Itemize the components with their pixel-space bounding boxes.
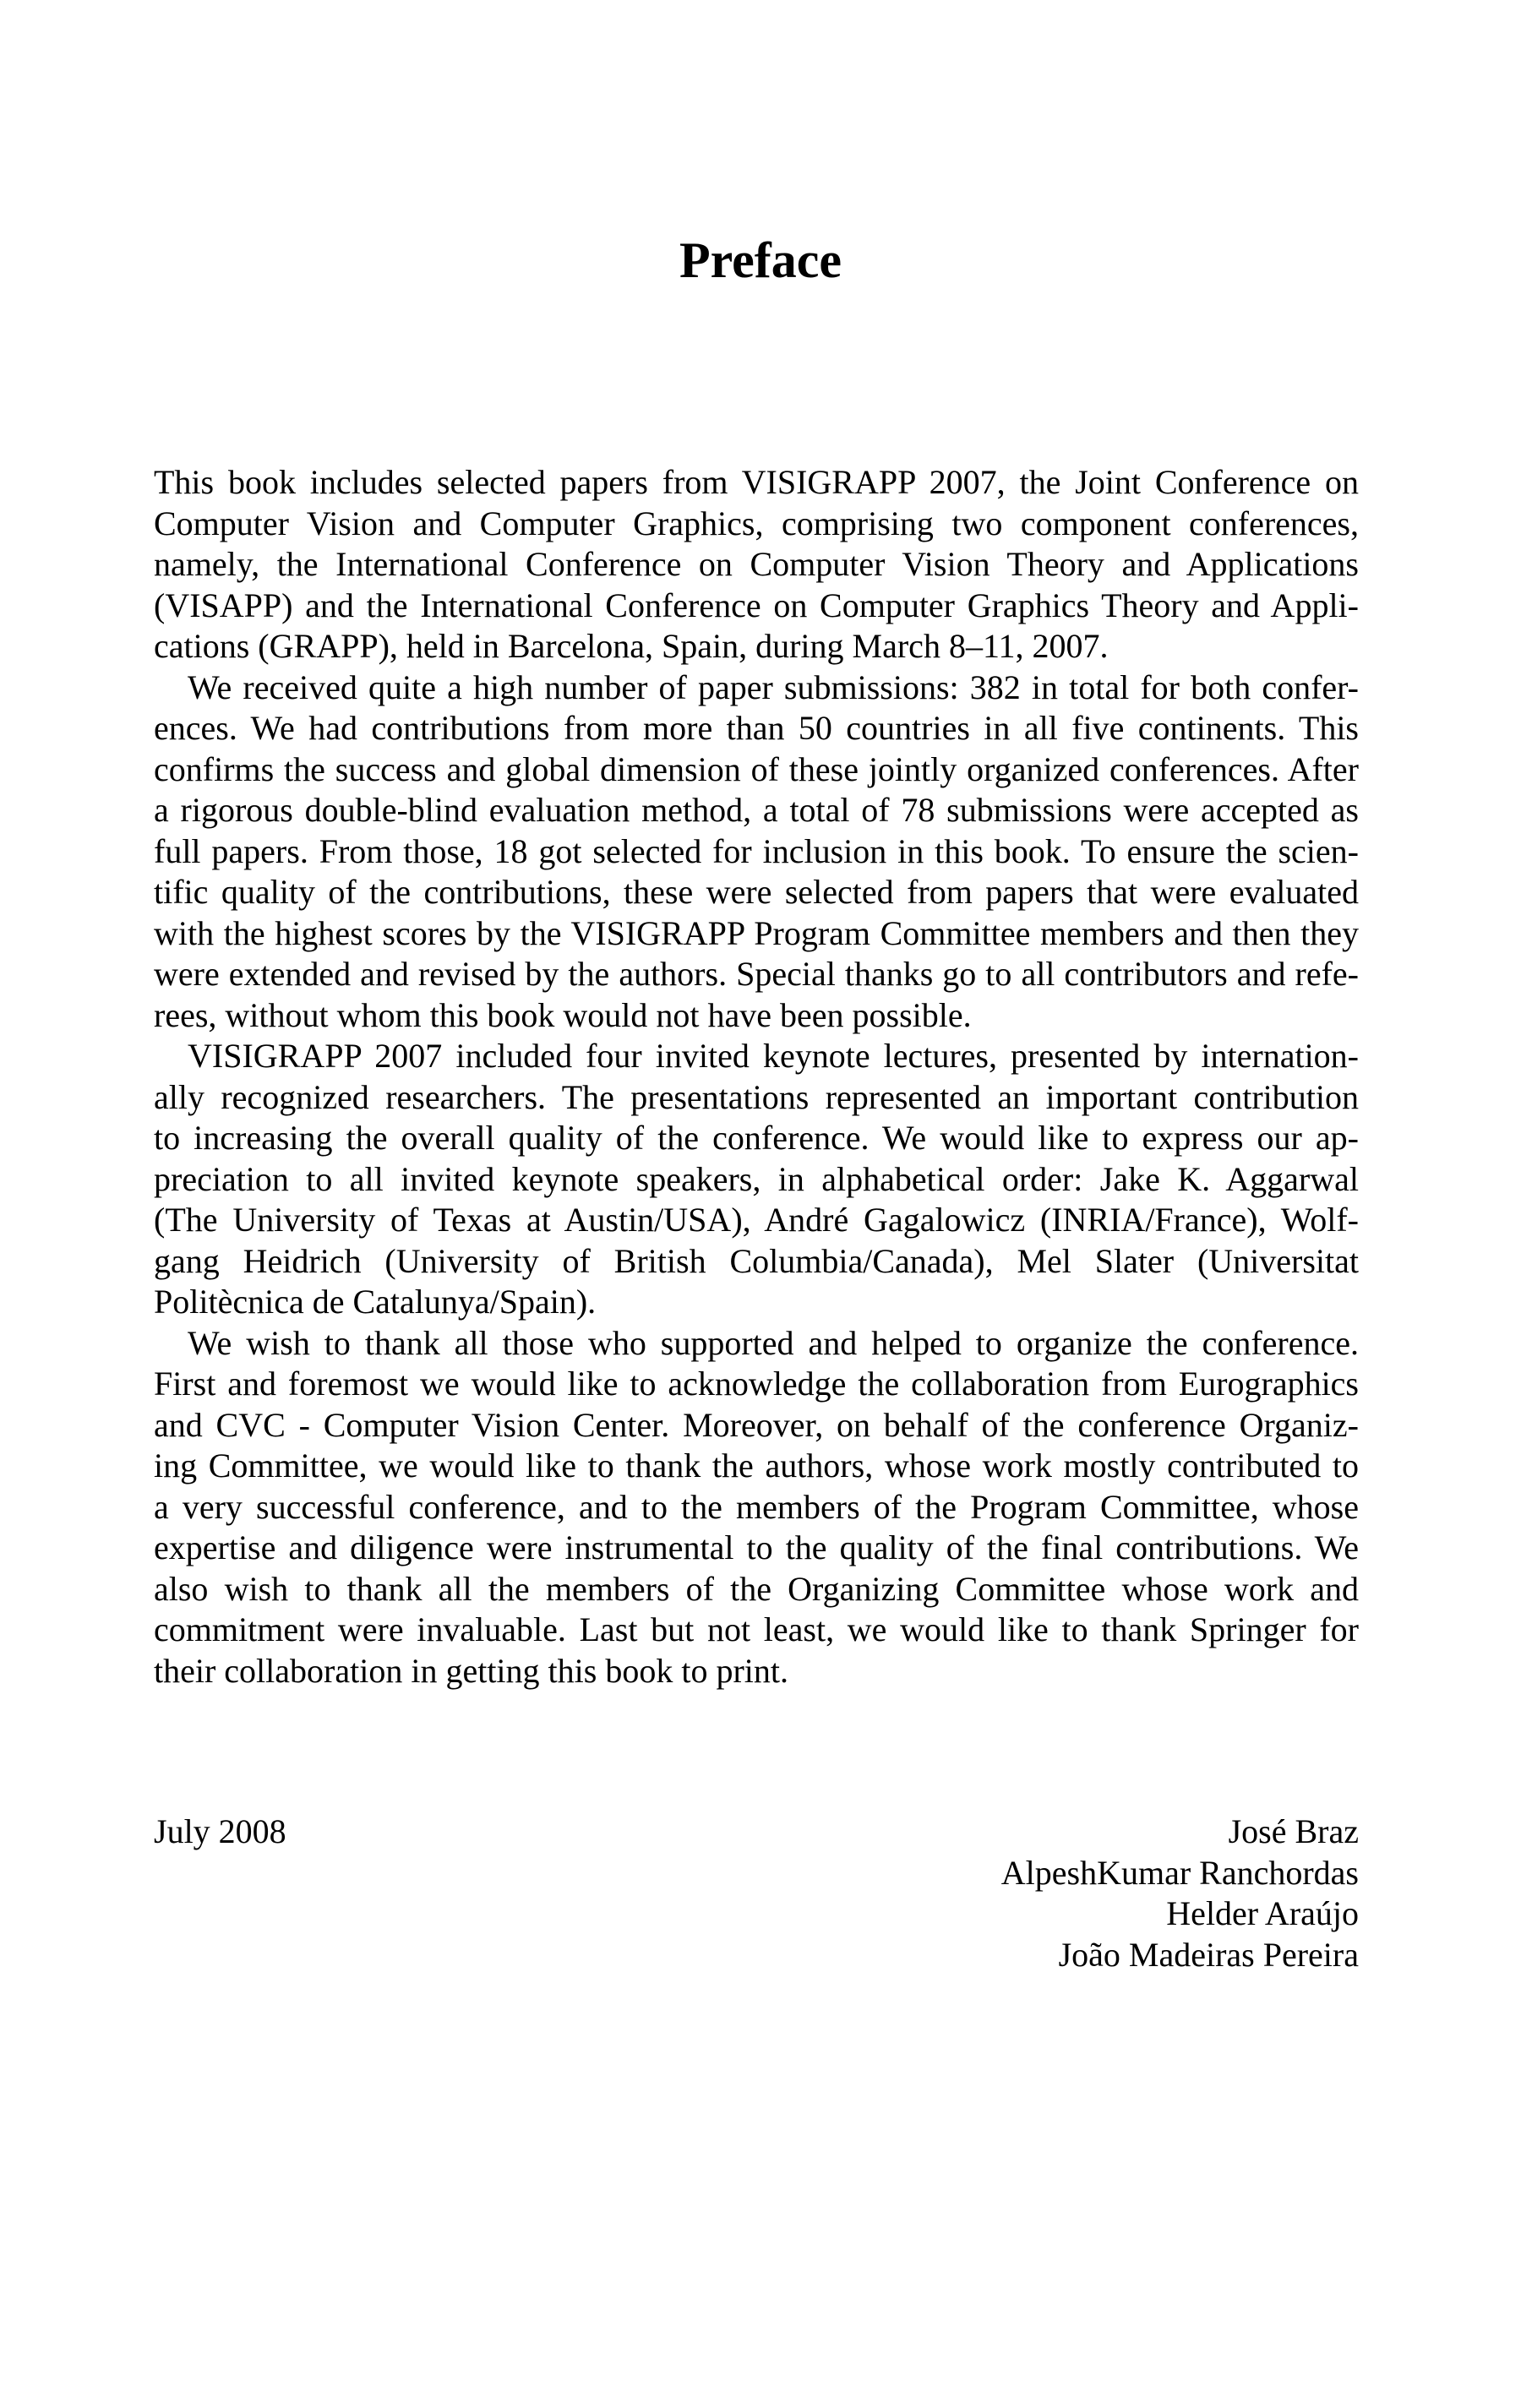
page-title: Preface	[679, 232, 842, 288]
text-line: preciation to all invited keynote speakers, in alphabetical order: Jake K. Aggarwal	[154, 1159, 1359, 1198]
preface-body	[154, 462, 1359, 1692]
text-line: with the highest scores by the VISIGRAPP Program Committee members and then they	[154, 913, 1359, 952]
text-line: rees, without whom this book would not have been possible.	[154, 995, 972, 1034]
text-line: We wish to thank all those who supported and helped to organize the conference.	[188, 1323, 1359, 1362]
date: July 2008	[154, 1812, 286, 1850]
text-line: full papers. From those, 18 got selected for inclusion in this book. To ensure the scien-	[154, 831, 1359, 870]
text-line: a very successful conference, and to the members of the Program Committee, whose	[154, 1487, 1359, 1526]
text-line: namely, the International Conference on Computer Vision Theory and Applications	[154, 545, 1359, 583]
text-line: a rigorous double-blind evaluation method, a total of 78 submissions were accepted as	[154, 791, 1359, 829]
paragraph	[154, 1323, 1359, 1692]
text-line: tific quality of the contributions, these were selected from papers that were evaluated	[154, 873, 1359, 911]
text-line: VISIGRAPP 2007 included four invited keynote lectures, presented by internation-	[188, 1037, 1359, 1075]
text-line: First and foremost we would like to acknowledge the collaboration from Eurographics	[154, 1365, 1359, 1403]
text-line: their collaboration in getting this book to print.	[154, 1651, 788, 1690]
text-line: ing Committee, we would like to thank the authors, whose work mostly contributed to	[154, 1446, 1359, 1485]
text-line: also wish to thank all the members of the Organizing Committee whose work and	[154, 1569, 1359, 1608]
text-line: and CVC - Computer Vision Center. Moreover, on behalf of the conference Organiz-	[154, 1405, 1359, 1444]
paragraph	[154, 667, 1359, 1037]
text-line: were extended and revised by the authors. Special thanks go to all contributors and refe-	[154, 955, 1359, 993]
text-line: cations (GRAPP), held in Barcelona, Spain, during March 8–11, 2007.	[154, 627, 1109, 665]
text-line: commitment were invaluable. Last but not least, we would like to thank Springer for	[154, 1610, 1359, 1648]
text-line: Computer Vision and Computer Graphics, comprising two component conferences,	[154, 504, 1359, 542]
text-line: Politècnica de Catalunya/Spain).	[154, 1283, 597, 1321]
text-line: expertise and diligence were instrumental to the quality of the final contributions. We	[154, 1528, 1359, 1566]
author-name: AlpeshKumar Ranchordas	[1000, 1853, 1359, 1892]
text-line: gang Heidrich (University of British Columbia/Canada), Mel Slater (Universitat	[154, 1241, 1359, 1280]
author-name: José Braz	[1228, 1812, 1359, 1850]
text-line: (VISAPP) and the International Conference on Computer Graphics Theory and Appli-	[154, 586, 1359, 624]
text-line: confirms the success and global dimension of these jointly organized conferences. After	[154, 749, 1359, 788]
author-list	[1001, 1811, 1359, 1975]
text-line: (The University of Texas at Austin/USA), André Gagalowicz (INRIA/France), Wolf-	[154, 1201, 1359, 1239]
text-line: We received quite a high number of paper submissions: 382 in total for both confer-	[188, 667, 1359, 706]
text-line: This book includes selected papers from VISIGRAPP 2007, the Joint Conference on	[154, 463, 1359, 501]
paragraph	[154, 462, 1359, 667]
author-name: João Madeiras Pereira	[1058, 1935, 1359, 1974]
paragraph	[154, 1036, 1359, 1323]
text-line: ally recognized researchers. The presentations represented an important contribution	[154, 1077, 1359, 1116]
text-line: to increasing the overall quality of the conference. We would like to express our ap-	[154, 1119, 1359, 1157]
author-name: Helder Araújo	[1166, 1894, 1359, 1932]
text-line: ences. We had contributions from more than 50 countries in all five continents. This	[154, 709, 1359, 747]
